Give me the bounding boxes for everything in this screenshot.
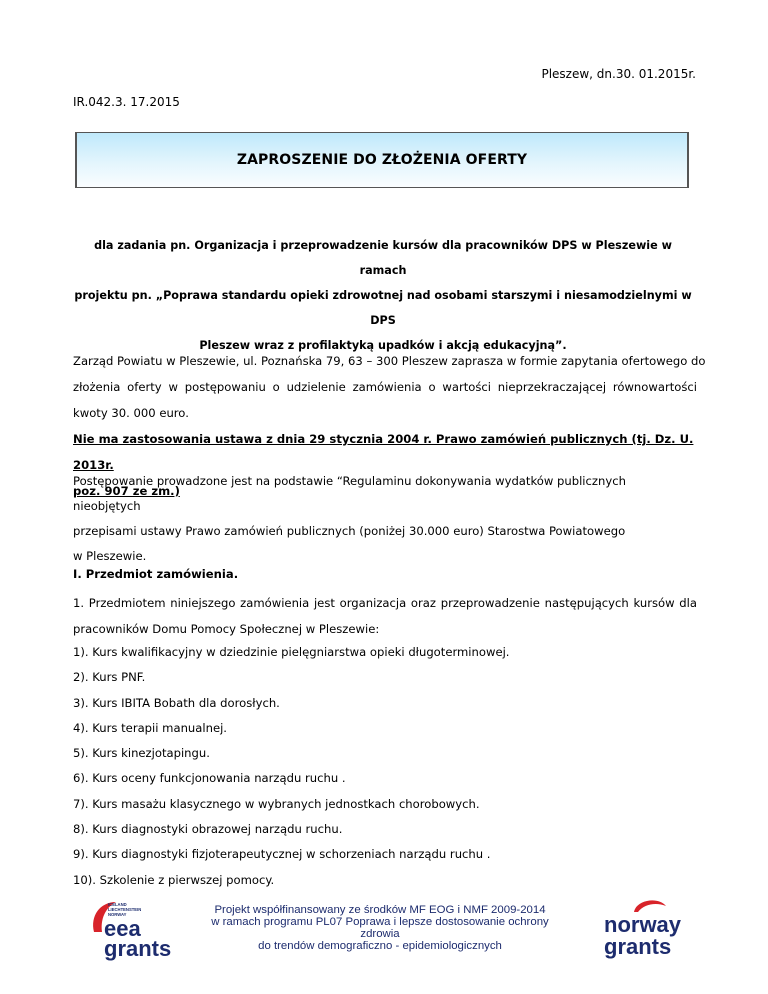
subject-line: Pleszew wraz z profilaktyką upadków i akcją edukacyjną”. xyxy=(199,339,567,352)
list-item: 1). Kurs kwalifikacyjny w dziedzinie pielęgniarstwa opieki długoterminowej. xyxy=(73,645,510,659)
item-1-line: 1. Przedmiotem niniejszego zamówienia jest organizacja oraz przeprowadzenie następujących kursów dla xyxy=(73,596,697,610)
eea-small-line: ICELAND xyxy=(108,902,127,907)
section-heading: I. Przedmiot zamówienia. xyxy=(73,567,239,581)
norway-swoosh-icon xyxy=(634,900,666,912)
footer-project-text xyxy=(200,904,560,952)
list-item: 4). Kurs terapii manualnej. xyxy=(73,720,227,735)
list-item: 3). Kurs IBITA Bobath dla dorosłych. xyxy=(73,695,280,710)
norway-word: norway xyxy=(604,912,682,937)
item-1-line: pracowników Domu Pomocy Społecznej w Pleszewie: xyxy=(73,622,380,636)
eea-grants-word: grants xyxy=(104,936,172,961)
list-item: 5). Kurs kinezjotapingu. xyxy=(73,746,210,761)
law-line: Nie ma zastosowania ustawa z dnia 29 stycznia 2004 r. Prawo zamówień publicznych (tj. Dz. U. 2013r. xyxy=(73,432,694,472)
intro-line: złożenia oferty w postępowaniu o udzielenie zamówienia o wartości nieprzekraczającej równowartości xyxy=(73,380,697,394)
list-item: 7). Kurs masażu klasycznego w wybranych jednostkach chorobowych. xyxy=(73,796,480,811)
list-item: 2). Kurs PNF. xyxy=(73,670,146,685)
eea-small-line: NORWAY xyxy=(108,912,127,917)
footer xyxy=(0,896,768,966)
reference-number: IR.042.3. 17.2015 xyxy=(73,95,180,109)
subject xyxy=(73,233,693,358)
list-item: 10). Szkolenie z pierwszej pomocy. xyxy=(73,872,275,887)
list-item: 8). Kurs diagnostyki obrazowej narządu ruchu. xyxy=(73,822,343,837)
subject-line: dla zadania pn. Organizacja i przeprowadzenie kursów dla pracowników DPS w Pleszewie w ramach xyxy=(94,239,672,277)
title-box xyxy=(75,132,689,188)
norway-grants-word: grants xyxy=(604,934,672,959)
intro-line: kwoty 30. 000 euro. xyxy=(73,406,189,420)
basis-line: w Pleszewie. xyxy=(73,549,147,563)
norway-grants-logo xyxy=(600,898,700,962)
course-list xyxy=(73,640,697,893)
footer-line: do trendów demograficzno - epidemiologicznych xyxy=(258,940,502,952)
eea-word: eea xyxy=(104,916,141,941)
intro-paragraph xyxy=(73,348,706,426)
list-item: 6). Kurs oceny funkcjonowania narządu ruchu . xyxy=(73,771,346,786)
place-date: Pleszew, dn.30. 01.2015r. xyxy=(541,67,696,81)
subject-line: projektu pn. „Poprawa standardu opieki zdrowotnej nad osobami starszymi i niesamodzielnymi w DPS xyxy=(74,289,692,327)
eea-grants-logo xyxy=(86,896,186,962)
eea-small-line: LIECHTENSTEIN xyxy=(108,907,142,912)
footer-line: Projekt współfinansowany ze środków MF EOG i NMF 2009-2014 xyxy=(214,904,546,916)
basis-line: Postępowanie prowadzone jest na podstawie “Regulaminu dokonywania wydatków publicznych nieobjętych xyxy=(73,474,626,513)
footer-line: w ramach programu PL07 Poprawa i lepsze dostosowanie ochrony zdrowia xyxy=(211,916,549,940)
basis-paragraph xyxy=(73,469,697,569)
intro-line: Zarząd Powiatu w Pleszewie, ul. Poznańska 79, 63 – 300 Pleszew zaprasza w formie zapytania ofertowego do xyxy=(73,354,706,368)
item-1 xyxy=(73,590,697,642)
list-item: 9). Kurs diagnostyki fizjoterapeutycznej w schorzeniach narządu ruchu . xyxy=(73,847,491,862)
document-title: ZAPROSZENIE DO ZŁOŻENIA OFERTY xyxy=(236,152,528,168)
basis-line: przepisami ustawy Prawo zamówień publicznych (poniżej 30.000 euro) Starostwa Powiatowego xyxy=(73,524,626,538)
law-line: poz. 907 ze zm.) xyxy=(73,484,180,498)
